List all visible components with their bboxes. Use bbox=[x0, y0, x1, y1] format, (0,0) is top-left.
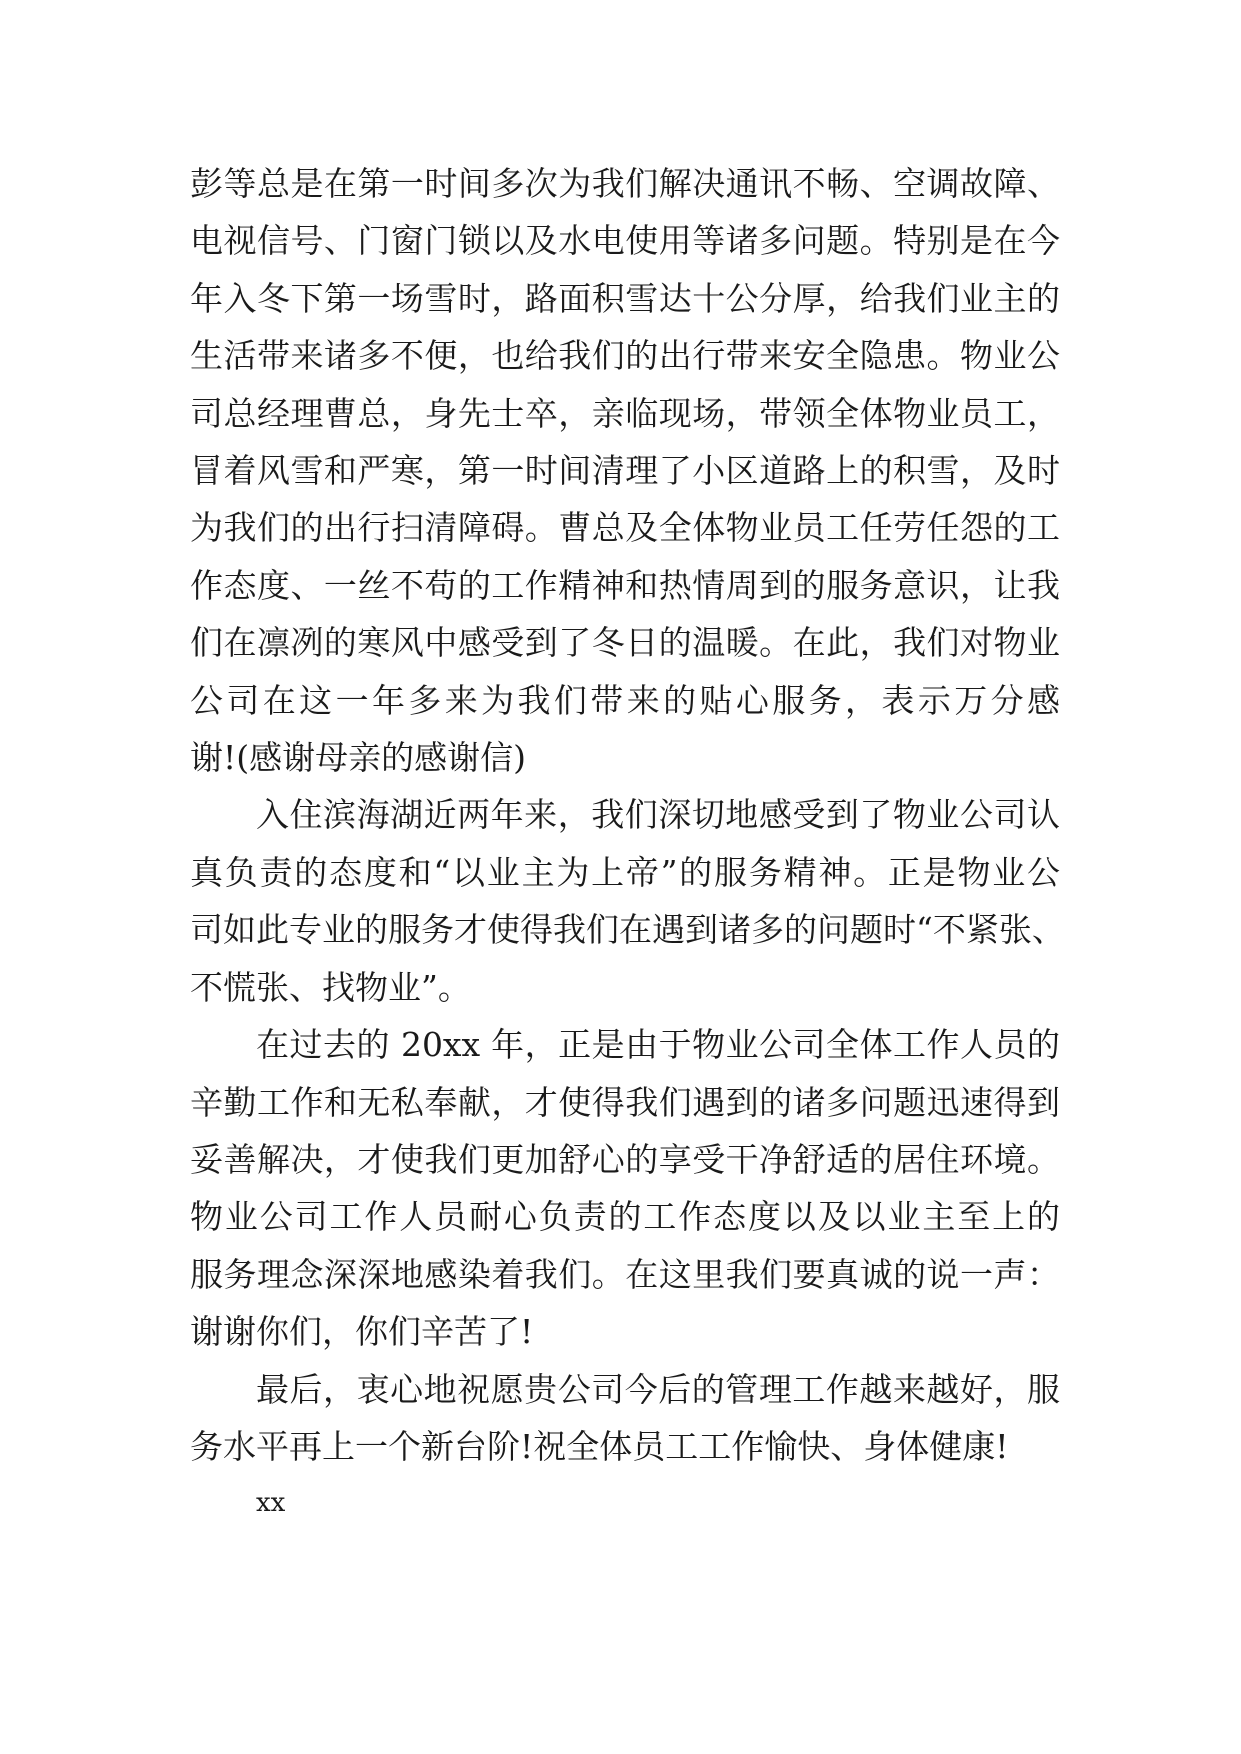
paragraph-3 bbox=[190, 1016, 1060, 1360]
paragraph-line: 谢!(感谢母亲的感谢信) bbox=[190, 738, 527, 778]
paragraph-line: 辛勤工作和无私奉献，才使得我们遇到的诸多问题迅速得到 bbox=[190, 1082, 1060, 1122]
paragraph-line: 作态度、一丝不苟的工作精神和热情周到的服务意识，让我 bbox=[190, 565, 1060, 605]
paragraph-line: 彭等总是在第一时间多次为我们解决通讯不畅、空调故障、 bbox=[190, 164, 1060, 203]
paragraph-line: 冒着风雪和严寒，第一时间清理了小区道路上的积雪，及时 bbox=[190, 451, 1060, 491]
paragraph-line: 司总经理曹总，身先士卒，亲临现场，带领全体物业员工， bbox=[190, 393, 1060, 433]
paragraph-line: 服务理念深深地感染着我们。在这里我们要真诚的说一声： bbox=[190, 1254, 1060, 1294]
paragraph-line: 谢谢你们，你们辛苦了! bbox=[190, 1312, 534, 1352]
paragraph-line: 司如此专业的服务才使得我们在遇到诸多的问题时“不紧张、 bbox=[190, 910, 1065, 950]
paragraph-line: 年入冬下第一场雪时，路面积雪达十公分厚，给我们业主的 bbox=[190, 278, 1060, 318]
paragraph-line: 生活带来诸多不便，也给我们的出行带来安全隐患。物业公 bbox=[190, 336, 1060, 376]
paragraph-line: 入住滨海湖近两年来，我们深切地感受到了物业公司认 bbox=[256, 795, 1060, 835]
paragraph-line: 不慌张、找物业”。 bbox=[190, 967, 471, 1007]
paragraph-line: 最后，衷心地祝愿贵公司今后的管理工作越来越好，服 bbox=[256, 1369, 1060, 1409]
letter-body bbox=[190, 155, 1065, 1533]
paragraph-line: 物业公司工作人员耐心负责的工作态度以及以业主至上的 bbox=[190, 1197, 1060, 1237]
paragraph-2 bbox=[190, 786, 1065, 1016]
paragraph-line: 电视信号、门窗门锁以及水电使用等诸多问题。特别是在今 bbox=[190, 221, 1060, 261]
paragraph-line: 在过去的 20xx 年，正是由于物业公司全体工作人员的 bbox=[256, 1025, 1060, 1065]
paragraph-line: 公司在这一年多来为我们带来的贴心服务，表示万分感 bbox=[190, 680, 1060, 720]
paragraph-line: 为我们的出行扫清障碍。曹总及全体物业员工任劳任怨的工 bbox=[190, 508, 1060, 548]
paragraph-1 bbox=[190, 155, 1060, 786]
paragraph-line: 妥善解决，才使我们更加舒心的享受干净舒适的居住环境。 bbox=[190, 1139, 1060, 1179]
signature: xx bbox=[256, 1488, 286, 1519]
paragraph-line: 们在凛冽的寒风中感受到了冬日的温暖。在此，我们对物业 bbox=[190, 623, 1060, 663]
paragraph-4 bbox=[190, 1361, 1060, 1476]
paragraph-line: 真负责的态度和“以业主为上帝”的服务精神。正是物业公 bbox=[190, 852, 1060, 892]
paragraph-line: 务水平再上一个新台阶!祝全体员工工作愉快、身体健康! bbox=[190, 1426, 1009, 1466]
